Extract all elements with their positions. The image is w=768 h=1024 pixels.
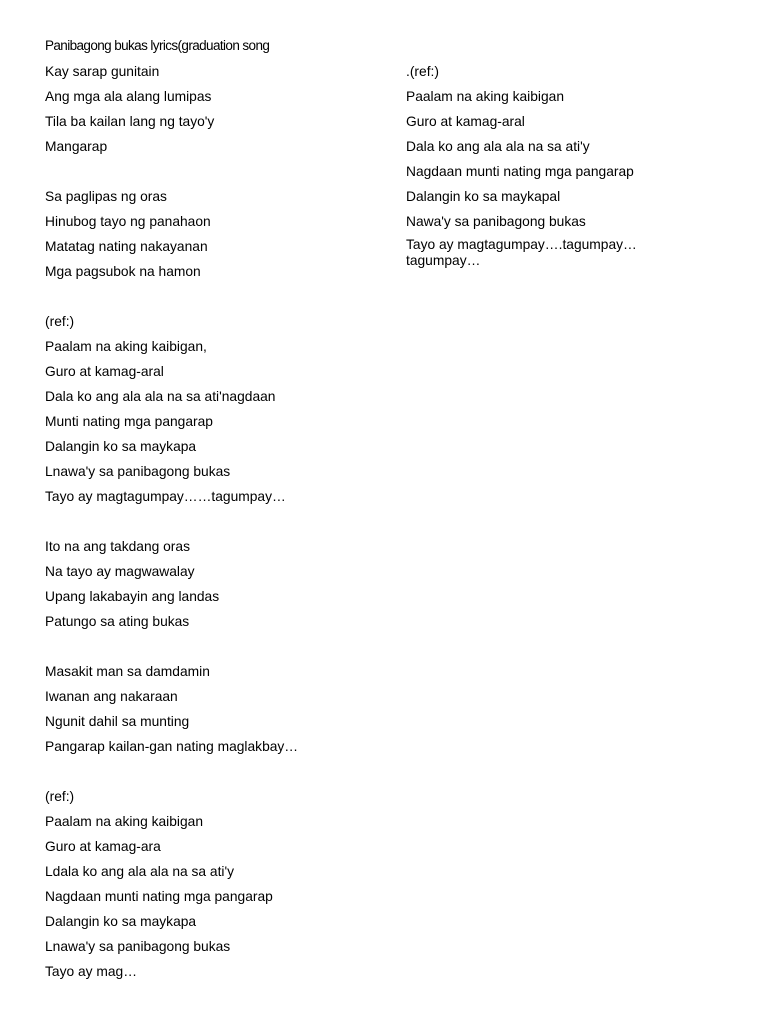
stanza-gap <box>45 762 385 787</box>
lyric-line: Ang mga ala alang lumipas <box>45 89 212 104</box>
lyric-line: Hinubog tayo ng panahaon <box>45 214 211 229</box>
lyric-line: Kay sarap gunitain <box>45 64 160 79</box>
lyric-line: Tayo ay magtagumpay……tagumpay… <box>45 489 286 504</box>
lyric-line: Ito na ang takdang oras <box>45 539 190 554</box>
lyric-line: Nawa'y sa panibagong bukas <box>406 214 586 229</box>
lyric-line: Dalangin ko sa maykapa <box>45 439 197 454</box>
right-column <box>406 62 706 268</box>
lyric-line: Patungo sa ating bukas <box>45 614 190 629</box>
lyric-line: Munti nating mga pangarap <box>45 414 213 429</box>
document-title: Panibagong bukas lyrics(graduation song <box>45 38 270 53</box>
lyric-line: Ldala ko ang ala ala na sa ati'y <box>45 864 235 879</box>
lyric-line: Paalam na aking kaibigan <box>45 814 204 829</box>
lyric-line: Masakit man sa damdamin <box>45 664 210 679</box>
lyric-line: Iwanan ang nakaraan <box>45 689 178 704</box>
lyric-line: Mangarap <box>45 139 108 154</box>
lyric-line: Nagdaan munti nating mga pangarap <box>45 889 273 904</box>
lyric-line: Pangarap kailan-gan nating maglakbay… <box>45 739 299 754</box>
stanza-gap <box>45 512 385 537</box>
stanza-gap <box>45 287 385 312</box>
lyric-line: Na tayo ay magwawalay <box>45 564 195 579</box>
lyric-line: (ref:) <box>45 789 75 804</box>
stanza-refrain <box>45 787 385 987</box>
lyric-line: Tila ba kailan lang ng tayo'y <box>45 114 215 129</box>
left-column <box>45 62 385 987</box>
lyric-line: Sa paglipas ng oras <box>45 189 167 204</box>
lyric-line: Lnawa'y sa panibagong bukas <box>45 464 231 479</box>
lyric-line: Ngunit dahil sa munting <box>45 714 190 729</box>
lyric-line: Tayo ay mag… <box>45 964 138 979</box>
lyric-line: Nagdaan munti nating mga pangarap <box>406 164 634 179</box>
lyric-line: Dala ko ang ala ala na sa ati'y <box>406 139 590 154</box>
lyric-line: Dala ko ang ala ala na sa ati'nagdaan <box>45 389 276 404</box>
lyric-line: Lnawa'y sa panibagong bukas <box>45 939 231 954</box>
lyric-line: Paalam na aking kaibigan <box>406 89 565 104</box>
lyric-line: Matatag nating nakayanan <box>45 239 208 254</box>
stanza <box>45 537 385 637</box>
stanza <box>45 662 385 762</box>
lyric-line: (ref:) <box>45 314 75 329</box>
lyric-line: Guro at kamag-ara <box>45 839 161 854</box>
lyric-line: Upang lakabayin ang landas <box>45 589 220 604</box>
lyric-line: Tayo ay magtagumpay….tagumpay… tagumpay… <box>406 237 637 268</box>
lyric-line: .(ref:) <box>406 64 439 79</box>
lyric-line: Dalangin ko sa maykapal <box>406 189 561 204</box>
stanza-gap <box>45 162 385 187</box>
stanza <box>45 62 385 162</box>
stanza-gap <box>45 637 385 662</box>
stanza-refrain <box>45 312 385 512</box>
lyric-line: Mga pagsubok na hamon <box>45 264 201 279</box>
lyric-line: Paalam na aking kaibigan, <box>45 339 207 354</box>
lyric-line: Guro at kamag-aral <box>406 114 525 129</box>
lyric-line: Dalangin ko sa maykapa <box>45 914 197 929</box>
stanza <box>45 187 385 287</box>
lyric-line: Guro at kamag-aral <box>45 364 164 379</box>
